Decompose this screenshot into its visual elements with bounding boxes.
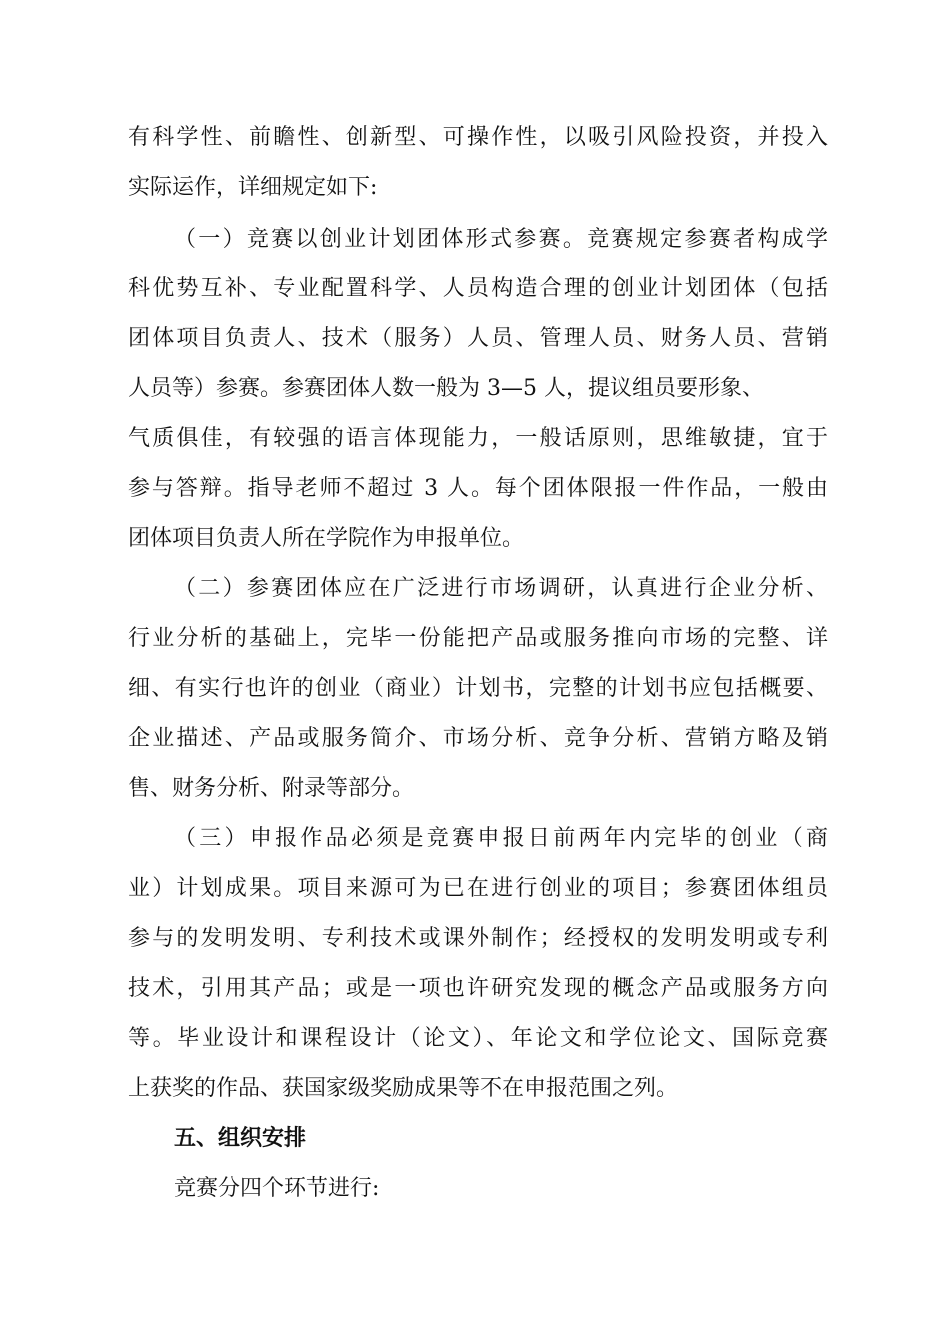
body-text-line: （三）申报作品必须是竞赛申报日前两年内完毕的创业（商 [174, 826, 828, 851]
body-text-line: 等。毕业设计和课程设计（论文）、年论文和学位论文、国际竞赛 [128, 1026, 828, 1051]
body-text-line: 企业描述、产品或服务简介、市场分析、竞争分析、营销方略及销 [128, 726, 828, 751]
body-text-line: 上获奖的作品、获国家级奖励成果等不在申报范围之列。 [128, 1076, 679, 1101]
body-text-line: 业）计划成果。项目来源可为已在进行创业的项目；参赛团体组员 [128, 876, 828, 901]
body-text-line: 细、有实行也许的创业（商业）计划书，完整的计划书应包括概要、 [128, 676, 828, 701]
body-text-line: （二）参赛团体应在广泛进行市场调研，认真进行企业分析、 [174, 576, 828, 601]
body-text-line: 技术，引用其产品；或是一项也许研究发现的概念产品或服务方向 [128, 976, 828, 1001]
body-text-line: 有科学性、前瞻性、创新型、可操作性，以吸引风险投资，并投入 [128, 125, 828, 150]
body-text-line: 参与答辩。指导老师不超过 3 人。每个团体限报一件作品，一般由 [128, 476, 828, 501]
body-text-line: 团体项目负责人所在学院作为申报单位。 [128, 526, 525, 551]
body-text-line: 竞赛分四个环节进行: [174, 1176, 380, 1201]
section-heading: 五、组织安排 [174, 1126, 307, 1151]
body-text-line: 科优势互补、专业配置科学、人员构造合理的创业计划团体（包括 [128, 276, 828, 301]
body-text-line: 行业分析的基础上，完毕一份能把产品或服务推向市场的完整、详 [128, 626, 828, 651]
body-text-line: 实际运作，详细规定如下: [128, 175, 378, 200]
body-text-line: 气质俱佳，有较强的语言体现能力，一般话原则，思维敏捷，宜于 [128, 426, 828, 451]
body-text-line: （一）竞赛以创业计划团体形式参赛。竞赛规定参赛者构成学 [174, 227, 828, 252]
body-text-line: 人员等）参赛。参赛团体人数一般为 3—5 人，提议组员要形象、 [128, 376, 764, 401]
body-text-line: 团体项目负责人、技术（服务）人员、管理人员、财务人员、营销 [128, 326, 828, 351]
body-text-line: 售、财务分析、附录等部分。 [128, 776, 415, 801]
body-text-line: 参与的发明发明、专利技术或课外制作；经授权的发明发明或专利 [128, 926, 828, 951]
